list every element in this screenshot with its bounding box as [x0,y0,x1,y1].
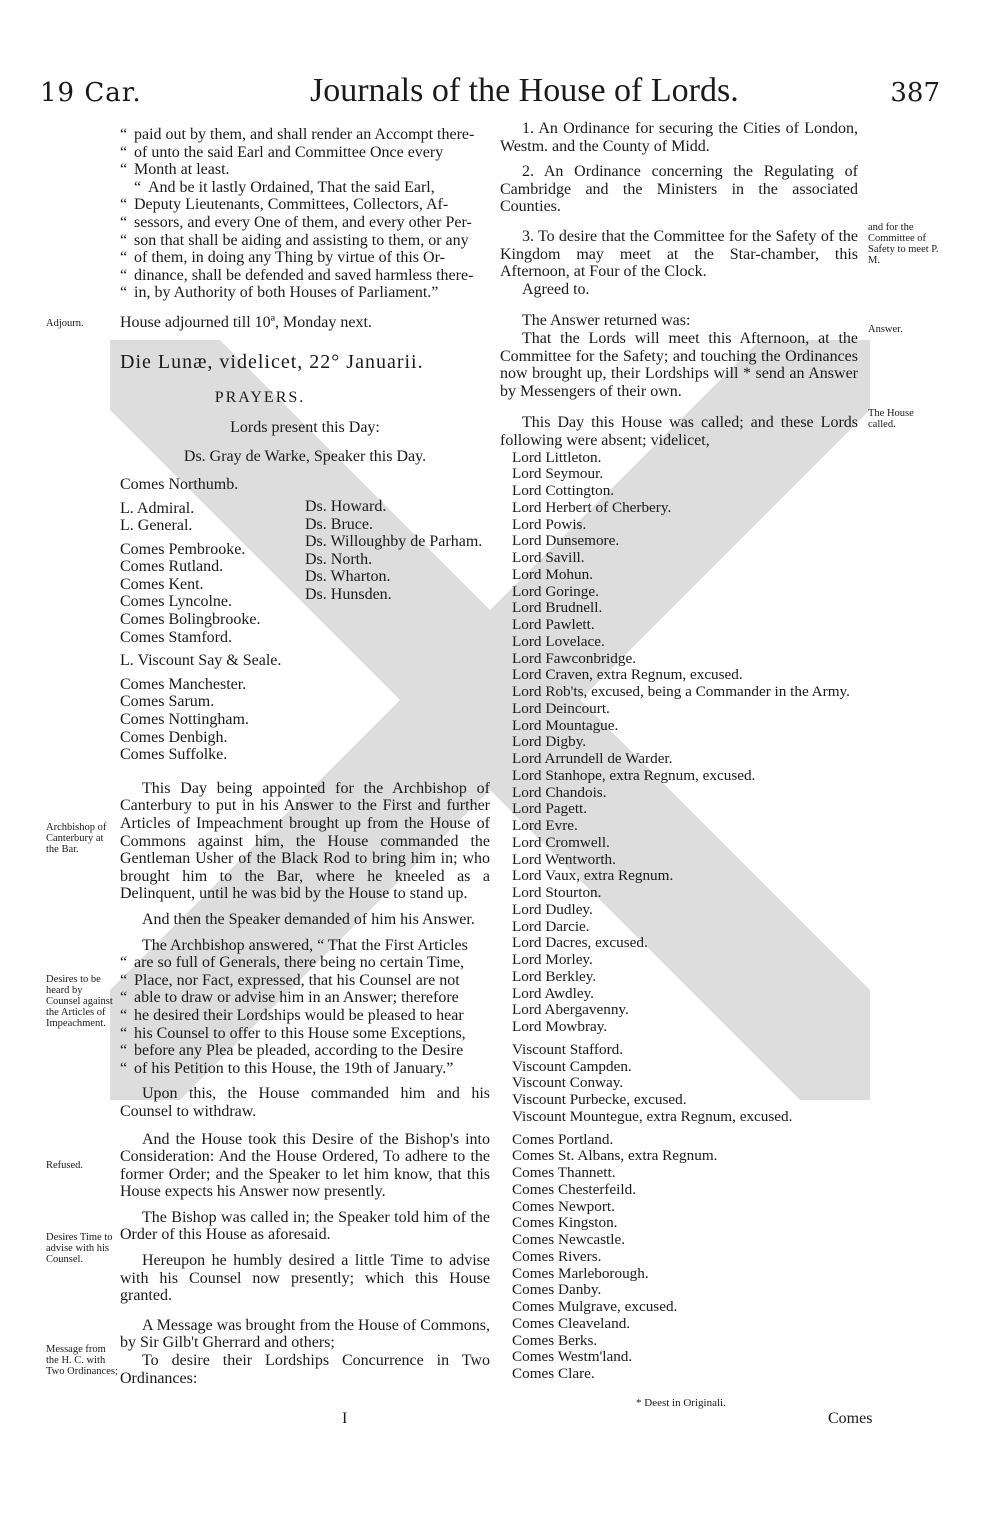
quote-line: “ of unto the said Earl and Committee Once every [120,144,490,162]
archbishop-answer [120,937,490,1078]
list-item: Lord Darcie. [512,917,590,935]
list-item: Ds. North. [305,550,373,568]
list-item: Lord Vaux, extra Regnum. [512,867,674,885]
speaker-line: Ds. Gray de Warke, Speaker this Day. [183,448,427,466]
paragraph-consideration: And the House took this Desire of the Bishop's into Consideration: And the House Ordered, To adhere to the former Order; and the Speaker to let him know, that this House expects his Answer now presently. [120,1130,490,1201]
list-item: Viscount Stafford. [512,1040,624,1058]
paragraph-speaker-demand: And then the Speaker demanded of him his Answer. [142,910,475,928]
list-item: Lord Chandois. [512,783,607,801]
list-item: Ds. Hunsden. [305,585,392,603]
right-column [500,120,858,1383]
answer-text: That the Lords will meet this Afternoon, at the Committee for the Safety; and touching the Ordinances now brought up, their Lordships will * send an Answer by Messengers of their own. [500,329,858,400]
list-item: Comes Berks. [512,1331,598,1349]
list-item: L. Admiral. [120,499,195,517]
prayers-heading: PRAYERS. [214,389,306,407]
list-item: Comes Northumb. [120,475,239,493]
margin-note-desires: Desires to be heard by Counsel against the Articles of Impeachment. [46,974,113,1029]
page-header [40,72,940,118]
list-item: Comes St. Albans, extra Regnum. [512,1147,718,1165]
list-item: Lord Mountague. [512,716,619,734]
list-item: Lord Deincourt. [512,699,610,717]
ordinance-item-2: 2. An Ordinance concerning the Regulating of Cambridge and the Ministers in the associated Counties. [500,163,858,216]
list-item: Comes Westm'land. [512,1348,633,1366]
adjourn-line: House adjourned till 10ª, Monday next. [120,313,372,331]
list-item: Lord Brudnell. [512,599,603,617]
margin-note-committee: and for the Committee of Safety to meet P. M. [868,222,939,266]
paragraph-concurrence: To desire their Lordships Concurrence in Two Ordinances: [120,1352,490,1387]
list-item: Lord Powis. [512,515,587,533]
list-item: L. General. [120,517,193,535]
list-item: Lord Berkley. [512,967,597,985]
list-item: Lord Savill. [512,549,585,566]
absent-lords-list [500,450,858,1383]
list-item: Comes Newport. [512,1197,615,1215]
agreed-line: Agreed to. [522,280,590,298]
list-item: Lord Goringe. [512,582,599,600]
margin-note-refused: Refused. [46,1160,84,1171]
quote-line: “ son that shall be aiding and assisting to them, or any [120,232,490,250]
quote-line: “ in, by Authority of both Houses of Parliament.” [120,284,490,302]
ordinance-item-3: 3. To desire that the Committee for the Safety of the Kingdom may meet at the Star-chamber, this Afternoon, at Four of the Clock. [500,227,858,281]
answer-returned-heading: The Answer returned was: [522,312,691,330]
list-item: Ds. Bruce. [305,515,373,533]
list-item: Comes Chesterfeild. [512,1180,637,1198]
list-item: Ds. Willoughby de Parham. [305,533,483,551]
list-item: Lord Arrundell de Warder. [512,750,673,767]
list-item: Comes Rutland. [120,558,224,576]
list-item: Viscount Purbecke, excused. [512,1091,687,1108]
lords-present-heading: Lords present this Day: [230,418,380,436]
margin-note-archbishop: Archbishop of Canterbury at the Bar. [46,822,107,855]
list-item: Lord Wentworth. [512,850,616,868]
answer-line: “ able to draw or advise him in an Answer; therefore [120,989,490,1007]
list-item: Lord Abergavenny. [512,1001,629,1019]
paragraph-message: A Message was brought from the House of Commons, by Sir Gilb't Gherrard and others; [120,1316,490,1352]
answer-line: “ before any Plea be pleaded, according to the Desire [120,1042,490,1060]
list-item: Lord Littleton. [512,448,602,466]
answer-line: “ his Counsel to offer to this House some Exceptions, [120,1025,490,1043]
header-title: Journals of the House of Lords. [310,72,739,109]
list-item: Lord Lovelace. [512,632,605,650]
present-list-right [305,476,490,764]
quote-block-1 [120,126,490,179]
list-item: Comes Portland. [512,1130,614,1148]
list-item: Comes Lyncolne. [120,593,232,611]
list-item: Comes Kingston. [512,1214,618,1232]
quote-line: “ sessors, and every One of them, and every other Per- [120,214,490,232]
list-item: Lord Rob'ts, excused, being a Commander in the Army. [512,683,850,700]
list-item: Lord Digby. [512,733,587,751]
list-item: Comes Denbigh. [120,728,228,746]
answer-line: “ he desired their Lordships would be pleased to hear [120,1007,490,1025]
footnote: * Deest in Originali. [636,1397,726,1409]
list-item: Lord Dacres, excused. [512,934,648,952]
list-item: Comes Manchester. [120,675,247,693]
list-item: Lord Craven, extra Regnum, excused. [512,666,743,684]
ordinance-item-1: 1. An Ordinance for securing the Cities of London, Westm. and the County of Midd. [500,120,858,155]
list-item: Lord Awdley. [512,984,594,1002]
quote-line: “ And be it lastly Ordained, That the said Earl, [120,179,490,197]
list-item: Comes Suffolke. [120,746,228,764]
list-item: Comes Sarum. [120,693,215,711]
list-item: Ds. Howard. [305,497,387,515]
list-item: Lord Stanhope, extra Regnum, excused. [512,766,756,784]
list-item: Lord Herbert of Cherbery. [512,498,672,516]
margin-note-message: Message from the H. C. with Two Ordinances; [46,1344,118,1377]
quote-line: “ Month at least. [120,161,490,179]
paragraph-called-in: The Bishop was called in; the Speaker told him of the Order of this House as aforesaid. [120,1208,490,1244]
paragraph-withdraw: Upon this, the House commanded him and his Counsel to withdraw. [120,1085,490,1120]
present-list-left [120,476,305,764]
list-item: Lord Dunsemore. [512,532,620,550]
list-item: Comes Rivers. [512,1247,602,1265]
list-item: Comes Kent. [120,575,204,593]
day-heading: Die Lunæ, videlicet, 22° Januarii. [120,350,424,373]
margin-note-desires-time: Desires Time to advise with his Counsel. [46,1232,113,1265]
list-item: Viscount Conway. [512,1074,624,1092]
list-item: Ds. Wharton. [305,568,391,586]
list-item: Lord Mowbray. [512,1018,608,1035]
list-item: L. Viscount Say & Seale. [120,652,282,670]
list-item: Lord Stourton. [512,884,602,901]
margin-note-answer: Answer. [868,324,903,335]
list-item: Viscount Campden. [512,1057,632,1075]
margin-note-adjourn: Adjourn. [46,318,84,329]
list-item: Lord Morley. [512,951,593,968]
signature-mark: I [342,1410,348,1427]
list-item: Lord Evre. [512,817,578,834]
list-item: Comes Marleborough. [512,1264,649,1282]
list-item: Comes Danby. [512,1281,602,1299]
list-item: Lord Seymour. [512,465,604,483]
page-number: 387 [890,78,940,108]
quote-block-2 [120,179,490,302]
quote-line: “ paid out by them, and shall render an Accompt there- [120,126,490,144]
list-item: Lord Cottington. [512,482,615,499]
answer-line: “ of his Petition to this House, the 19th of January.” [120,1060,490,1078]
answer-line: “ Place, nor Fact, expressed, that his Counsel are not [120,972,490,990]
list-item: Comes Pembrooke. [120,540,246,558]
quote-line: “ dinance, shall be defended and saved harmless there- [120,267,490,285]
list-item: Lord Dudley. [512,900,593,918]
catchword: Comes [828,1410,873,1427]
list-item: Comes Thannett. [512,1164,616,1181]
list-item: Comes Cleaveland. [512,1314,631,1332]
list-item: Lord Pawlett. [512,616,595,633]
quote-line: “ Deputy Lieutenants, Committees, Collectors, Af- [120,196,490,214]
list-item: Lord Cromwell. [512,833,610,851]
list-item: Comes Bolingbrooke. [120,611,261,629]
header-regnal-year: 19 Car. [40,78,142,108]
list-item: Comes Mulgrave, excused. [512,1298,678,1315]
left-column [120,126,490,1387]
list-item: Viscount Mountegue, extra Regnum, excused. [512,1107,793,1125]
list-item: Comes Newcastle. [512,1231,626,1248]
list-item: Comes Stamford. [120,628,232,646]
list-item: Lord Mohun. [512,565,593,583]
list-item: Lord Pagett. [512,800,588,818]
list-item: Comes Nottingham. [120,711,249,729]
paragraph-archbishop: This Day being appointed for the Archbishop of Canterbury to put in his Answer to the First and further Articles of Impeachment brought up from the House of Commons against him, the House commanded the Gentleman Usher of the Black Rod to bring him in; who brought him to the Bar, where he kneeled as a Delinquent, until he was bid by the House to stand up. [120,779,490,903]
list-item: Lord Fawconbridge. [512,649,636,667]
house-called-paragraph: This Day this House was called; and these Lords following were absent; videlicet, [500,414,858,449]
list-item: Comes Clare. [512,1365,595,1382]
margin-note-house-called: The House called. [868,408,914,430]
paragraph-time-granted: Hereupon he humbly desired a little Time to advise with his Counsel now presently; which this House granted. [120,1252,490,1305]
answer-line: The Archbishop answered, “ That the First Articles [142,936,468,954]
lords-present-list [120,476,490,764]
answer-line: “ are so full of Generals, there being no certain Time, [120,954,490,972]
quote-line: “ of them, in doing any Thing by virtue of this Or- [120,249,490,267]
